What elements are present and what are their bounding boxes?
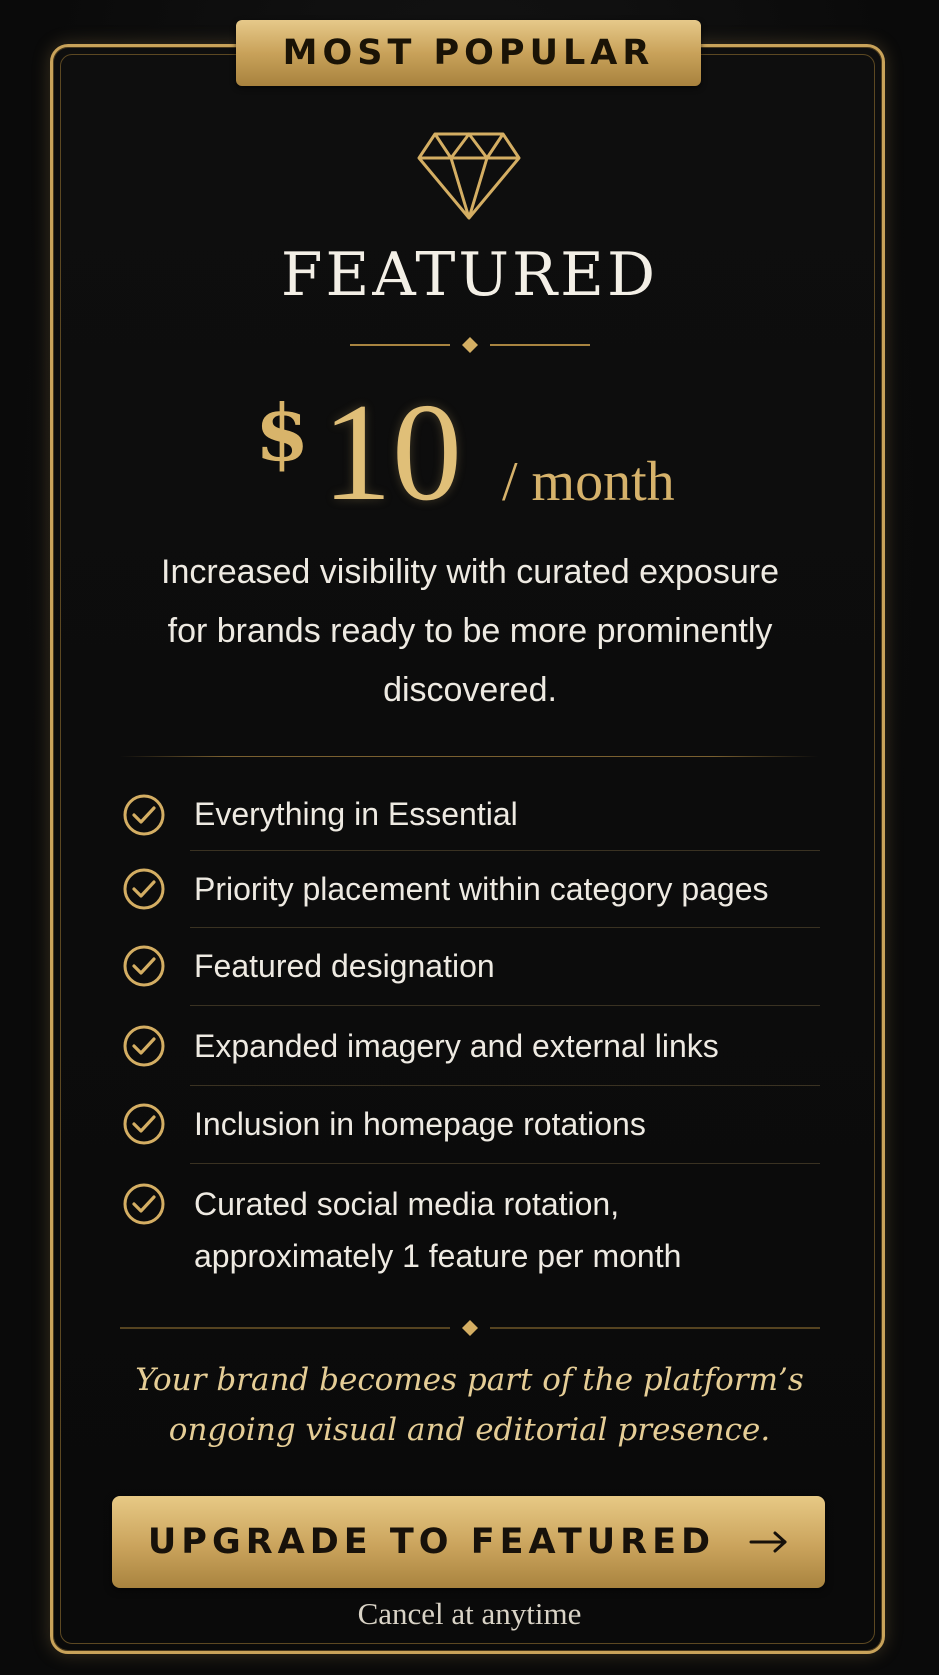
closing-statement: Your brand becomes part of the platform’s ongoing visual and editorial presence. <box>135 1362 804 1448</box>
check-circle-icon <box>122 944 166 988</box>
feature-item <box>120 928 820 1005</box>
feature-item <box>120 775 820 850</box>
most-popular-badge <box>236 20 701 86</box>
feature-item <box>120 851 820 927</box>
price-period: / month <box>502 451 675 513</box>
cancel-note: Cancel at anytime <box>357 1596 582 1631</box>
check-circle-icon <box>122 1024 166 1068</box>
feature-item <box>120 1164 820 1294</box>
badge-label: MOST POPULAR <box>282 33 655 73</box>
check-circle-icon <box>122 1102 166 1146</box>
feature-label: Inclusion in homepage rotations <box>194 1106 646 1142</box>
plan-name: FEATURED <box>280 240 659 310</box>
feature-label: Featured designation <box>194 948 495 984</box>
check-circle-icon <box>122 1182 166 1226</box>
feature-item <box>120 1086 820 1163</box>
feature-label: Priority placement within category pages <box>194 871 769 907</box>
arrow-right-icon <box>749 1530 789 1554</box>
diamond-icon <box>415 130 523 222</box>
upgrade-button[interactable] <box>112 1496 825 1588</box>
feature-label: Expanded imagery and external links <box>194 1028 719 1064</box>
price-amount: 10 <box>322 375 462 530</box>
closing-ornament-divider <box>120 1318 820 1338</box>
feature-list <box>120 775 820 1294</box>
price-currency: $ <box>255 388 310 479</box>
check-circle-icon <box>122 793 166 837</box>
feature-item <box>120 1006 820 1085</box>
plan-description: Increased visibility with curated exposure for brands ready to be more prominently discovered. <box>161 553 779 709</box>
feature-label: Curated social media rotation, approximately 1 feature per month <box>194 1186 682 1274</box>
section-divider <box>120 756 818 757</box>
feature-label: Everything in Essential <box>194 796 518 832</box>
check-circle-icon <box>122 867 166 911</box>
title-ornament-divider <box>350 335 590 355</box>
price <box>0 375 939 530</box>
upgrade-button-label: UPGRADE TO FEATURED <box>147 1522 716 1562</box>
